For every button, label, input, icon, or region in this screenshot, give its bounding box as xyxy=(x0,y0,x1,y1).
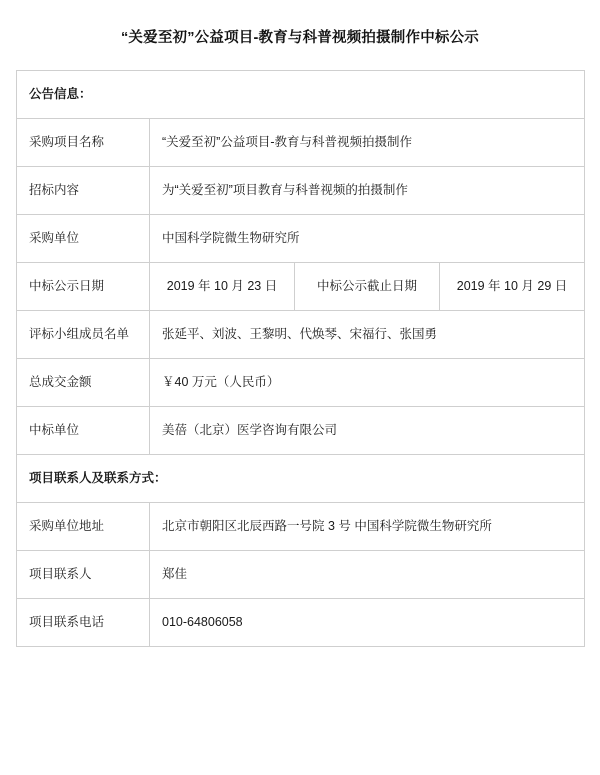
row-label-winning-bidder: 中标单位 xyxy=(17,407,150,455)
table-row xyxy=(17,311,585,359)
row-label-publish-date: 中标公示日期 xyxy=(17,263,150,311)
row-value-contact-person: 郑佳 xyxy=(150,551,585,599)
section-heading-contact: 项目联系人及联系方式： xyxy=(17,455,585,503)
row-label-project-name: 采购项目名称 xyxy=(17,119,150,167)
table-row xyxy=(17,71,585,119)
table-row xyxy=(17,215,585,263)
table-row xyxy=(17,407,585,455)
page-title: “关爱至初”公益项目-教育与科普视频拍摄制作中标公示 xyxy=(120,30,480,46)
row-label-total-amount: 总成交金额 xyxy=(17,359,150,407)
row-value-contact-phone: 010-64806058 xyxy=(150,599,585,647)
table-row xyxy=(17,167,585,215)
row-value-total-amount: ￥40 万元（人民币） xyxy=(150,359,585,407)
row-value-review-panel: 张延平、刘波、王黎明、代焕琴、宋福行、张国勇 xyxy=(150,311,585,359)
table-row xyxy=(17,455,585,503)
row-value-bid-content: 为“关爱至初”项目教育与科普视频的拍摄制作 xyxy=(150,167,585,215)
row-label-contact-phone: 项目联系电话 xyxy=(17,599,150,647)
row-value-address: 北京市朝阳区北辰西路一号院 3 号 中国科学院微生物研究所 xyxy=(150,503,585,551)
announcement-table xyxy=(16,70,585,647)
row-value-project-name: “关爱至初”公益项目-教育与科普视频拍摄制作 xyxy=(150,119,585,167)
row-value-purchasing-unit: 中国科学院微生物研究所 xyxy=(150,215,585,263)
row-label-bid-content: 招标内容 xyxy=(17,167,150,215)
section-heading-announcement: 公告信息： xyxy=(17,71,585,119)
table-row xyxy=(17,263,585,311)
table-row xyxy=(17,551,585,599)
row-label-purchasing-unit: 采购单位 xyxy=(17,215,150,263)
table-row xyxy=(17,503,585,551)
table-row xyxy=(17,119,585,167)
row-value-winning-bidder: 美蓓（北京）医学咨询有限公司 xyxy=(150,407,585,455)
row-label-publish-deadline: 中标公示截止日期 xyxy=(295,263,440,311)
table-row xyxy=(17,359,585,407)
row-label-address: 采购单位地址 xyxy=(17,503,150,551)
row-value-publish-deadline: 2019 年 10 月 29 日 xyxy=(440,263,585,311)
table-row xyxy=(17,599,585,647)
row-label-contact-person: 项目联系人 xyxy=(17,551,150,599)
row-label-review-panel: 评标小组成员名单 xyxy=(17,311,150,359)
row-value-publish-date: 2019 年 10 月 23 日 xyxy=(150,263,295,311)
